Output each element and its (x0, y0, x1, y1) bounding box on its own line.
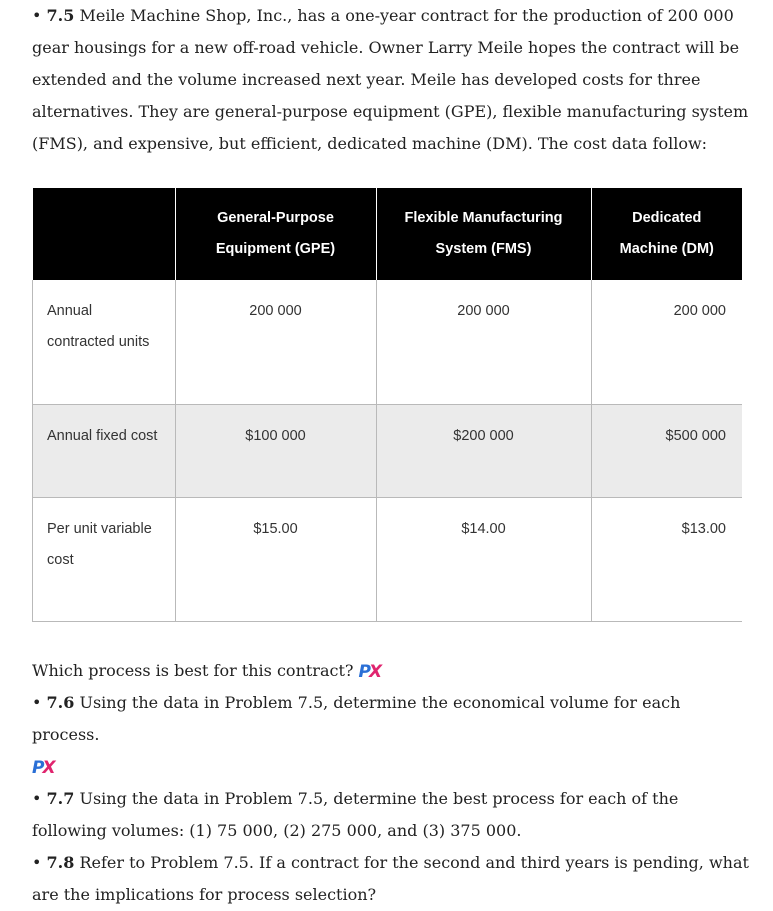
problem-7-5-paragraph (32, 0, 752, 160)
question-7-5 (32, 655, 752, 687)
cost-data-table (32, 188, 742, 622)
problem-7-8 (32, 847, 752, 911)
row-label: Per unit variable cost (33, 498, 176, 622)
row-label: Annual contracted units (33, 280, 176, 405)
px-badge-icon[interactable] (32, 760, 54, 776)
cell-fms: $14.00 (376, 498, 591, 622)
cell-fms: $200 000 (376, 405, 591, 498)
table-row (33, 498, 743, 622)
cell-dm: $500 000 (591, 405, 742, 498)
cell-gpe: 200 000 (175, 280, 376, 405)
px-badge-p: P (32, 758, 43, 778)
follow-up-problems (32, 655, 752, 911)
header-fms-line1: Flexible Manufacturing (404, 210, 563, 226)
problem-text: Meile Machine Shop, Inc., has a one-year contract for the production of 200 000 gear housings for a new off-road vehicle. Owner Larry Meile hopes the contract will be extended and the volume increased next year. Meile has developed costs for three alternatives. They are general-purpose equipment (GPE), flexible manufacturing system (FMS), and expensive, but efficient, dedicated machine (DM). The cost data follow: (32, 6, 749, 153)
bullet: • (32, 853, 42, 872)
cell-dm: 200 000 (591, 280, 742, 405)
bullet: • (32, 693, 42, 712)
problem-number: 7.5 (46, 6, 75, 25)
table-row (33, 405, 743, 498)
header-gpe-line2: Equipment (GPE) (215, 241, 336, 257)
header-blank-cell (33, 188, 176, 280)
cell-gpe: $15.00 (175, 498, 376, 622)
header-dm (591, 188, 742, 280)
problem-7-6 (32, 687, 752, 783)
problem-7-7 (32, 783, 752, 847)
px-badge-icon[interactable] (359, 664, 381, 680)
header-dm-line1: Dedicated (632, 210, 702, 226)
cell-fms: 200 000 (376, 280, 591, 405)
header-dm-line2: Machine (DM) (619, 241, 714, 257)
px-badge-p: P (358, 662, 370, 682)
header-gpe (175, 188, 376, 280)
problem-number: 7.6 (46, 693, 75, 712)
problem-number: 7.8 (46, 853, 75, 872)
header-gpe-line1: General-Purpose (217, 210, 334, 226)
px-badge-x: X (42, 758, 54, 778)
table-header-row (33, 188, 743, 280)
cell-gpe: $100 000 (175, 405, 376, 498)
px-badge-x: X (369, 662, 381, 682)
cell-dm: $13.00 (591, 498, 742, 622)
bullet: • (32, 6, 42, 25)
problem-text: Using the data in Problem 7.5, determine the economical volume for each process. (32, 693, 681, 744)
problem-text: Refer to Problem 7.5. If a contract for the second and third years is pending, what are the implications for process selection? (32, 853, 749, 904)
header-fms-line2: System (FMS) (435, 241, 532, 257)
question-text: Which process is best for this contract? (32, 661, 354, 680)
problem-text: Using the data in Problem 7.5, determine the best process for each of the following volumes: (1) 75 000, (2) 275 000, and (3) 375 000. (32, 789, 679, 840)
bullet: • (32, 789, 42, 808)
header-fms (376, 188, 591, 280)
problem-number: 7.7 (46, 789, 75, 808)
row-label: Annual fixed cost (33, 405, 176, 498)
table-row (33, 280, 743, 405)
